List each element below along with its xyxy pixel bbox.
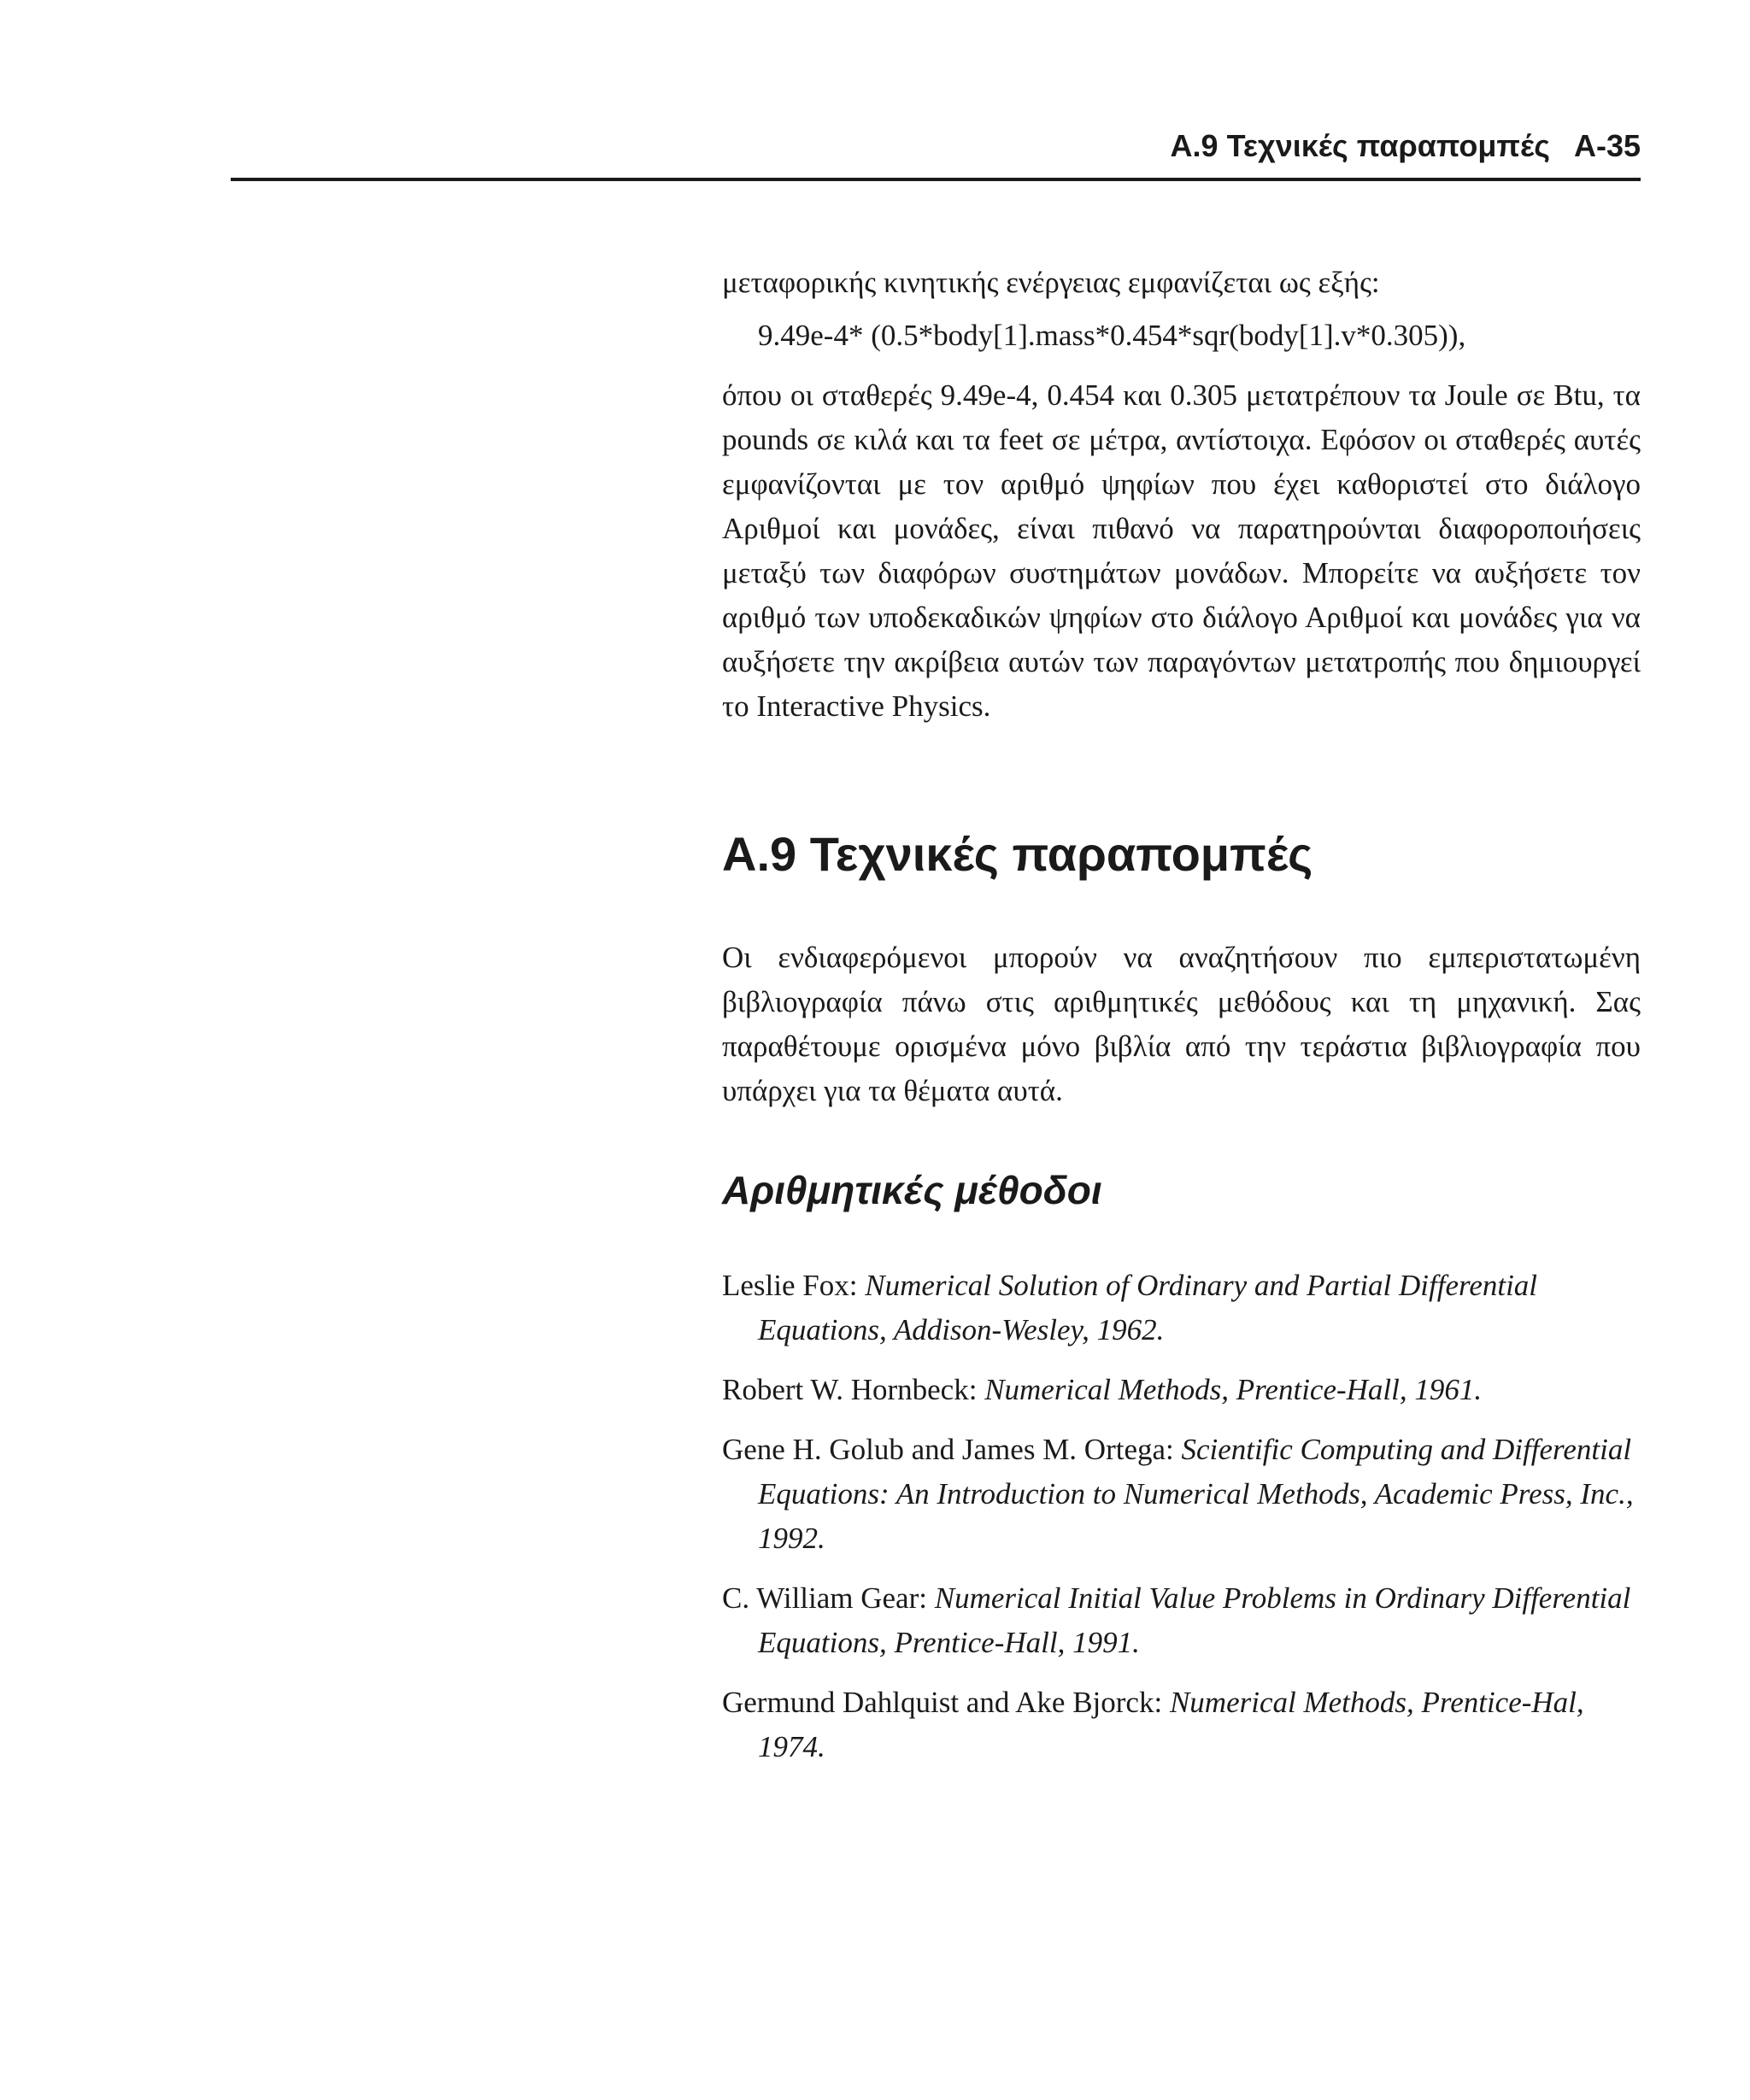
- reference-list: [722, 1264, 1641, 1769]
- reference-item: [722, 1264, 1641, 1352]
- header-rule: [231, 178, 1641, 181]
- reference-title: Numerical Initial Value Problems in Ordinary Differential Equations, Prentice-Hall, 1991.: [758, 1581, 1631, 1659]
- subsection-title: Αριθμητικές μέθοδοι: [722, 1168, 1102, 1212]
- reference-title: Numerical Solution of Ordinary and Partial Differential Equations, Addison-Wesley, 1962.: [758, 1269, 1538, 1346]
- reference-title: Numerical Methods, Prentice-Hal, 1974.: [758, 1686, 1584, 1763]
- reference-item: [722, 1428, 1641, 1561]
- reference-author: Robert W. Hornbeck:: [722, 1373, 985, 1406]
- reference-item: [722, 1576, 1641, 1665]
- reference-author: Germund Dahlquist and Ake Bjorck:: [722, 1686, 1170, 1719]
- section-paragraph: Οι ενδιαφερόμενοι μπορούν να αναζητήσουν πιο εμπεριστατωμένη βιβλιογραφία πάνω στις αριθμητικές μεθόδους και τη μηχανική. Σας παραθέτουμε ορισμένα μόνο βιβλία από την τεράστια βιβλιογραφία που υπάρχει για τα θέματα αυτά.: [722, 941, 1641, 1107]
- formula: 9.49e-4* (0.5*body[1].mass*0.454*sqr(body[1].v*0.305)),: [758, 319, 1466, 352]
- reference-author: C. William Gear:: [722, 1581, 935, 1615]
- reference-author: Leslie Fox:: [722, 1269, 866, 1302]
- reference-author: Gene H. Golub and James M. Ortega:: [722, 1433, 1182, 1466]
- reference-title: Numerical Methods, Prentice-Hall, 1961.: [984, 1373, 1483, 1406]
- running-header: [231, 126, 1641, 166]
- page-number: A-35: [1573, 128, 1641, 163]
- reference-item: [722, 1681, 1641, 1769]
- reference-title: Scientific Computing and Differential Equations: An Introduction to Numerical Methods, Academic Press, Inc., 1992.: [758, 1433, 1634, 1555]
- lead-line: μεταφορικής κινητικής ενέργειας εμφανίζεται ως εξής:: [722, 266, 1380, 299]
- section-title: A.9 Τεχνικές παραπομπές: [722, 827, 1313, 881]
- running-header-section: A.9 Τεχνικές παραπομπές: [1170, 128, 1550, 163]
- intro-paragraph: όπου οι σταθερές 9.49e-4, 0.454 και 0.305 μετατρέπουν τα Joule σε Btu, τα pounds σε κιλά και τα feet σε μέτρα, αντίστοιχα. Εφόσον οι σταθερές αυτές εμφανίζονται με τον αριθμό ψηφίων που έχει καθοριστεί στο διάλογο Αριθμοί και μονάδες, είναι πιθανό να παρατηρούνται διαφοροποιήσεις μεταξύ των διαφόρων συστημάτων μονάδων. Μπορείτε να αυξήσετε τον αριθμό των υποδεκαδικών ψηφίων στο διάλογο Αριθμοί και μονάδες για να αυξήσετε την ακρίβεια αυτών των παραγόντων μετατροπής που δημιουργεί το Interactive Physics.: [722, 378, 1641, 723]
- page-body: [722, 261, 1641, 1785]
- reference-item: [722, 1368, 1641, 1412]
